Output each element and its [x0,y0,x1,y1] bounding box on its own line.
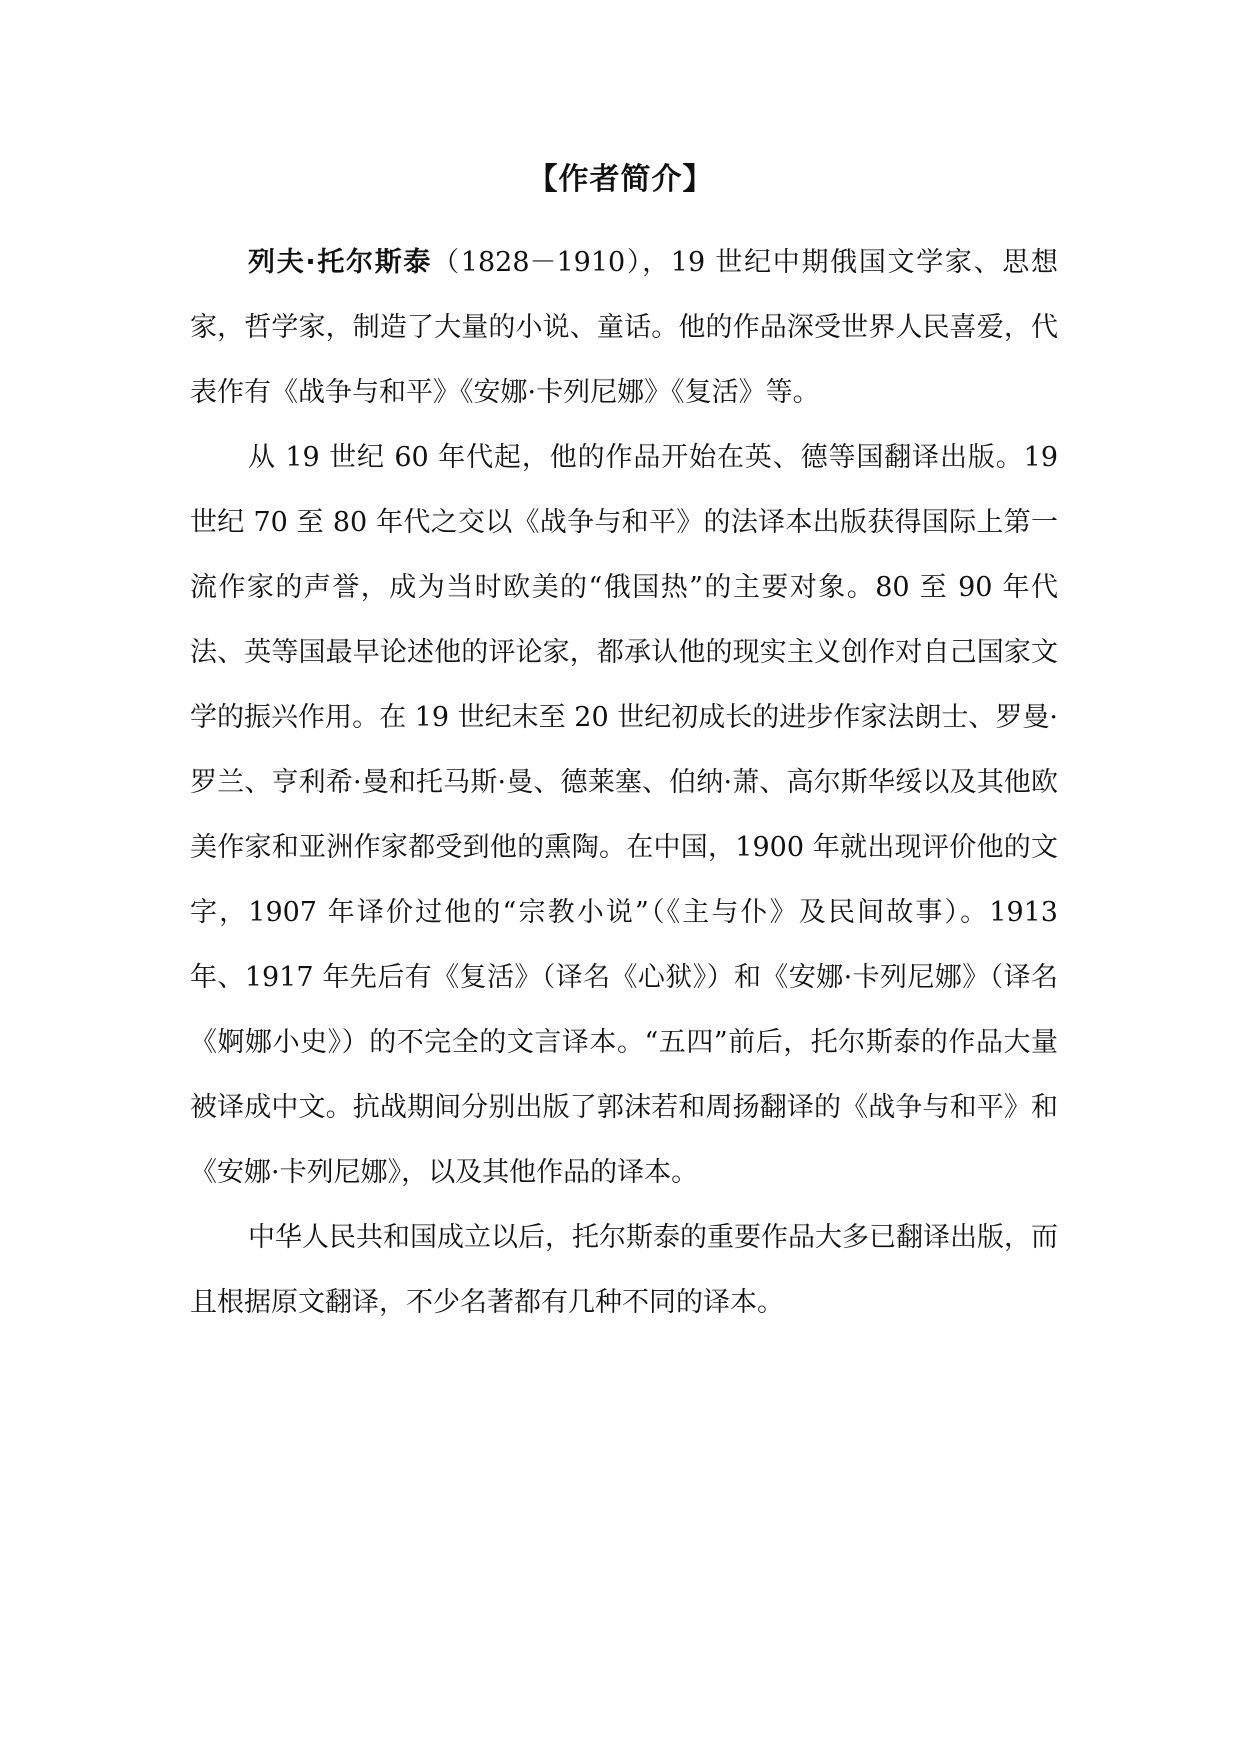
paragraph-intro [190,230,1058,425]
page-title: 【作者简介】 [527,162,714,197]
author-name: 列夫·托尔斯泰 [248,247,433,278]
intro-text: （1828－1910），19 世纪中期俄国文学家、思想家，哲学家，制造了大量的小说、童话。他的作品深受世界人民喜爱，代表作有《战争与和平》《安娜·卡列尼娜》《复活》等。 [190,247,1058,408]
paragraph-translation-history: 从 19 世纪 60 年代起，他的作品开始在英、德等国翻译出版。19 世纪 70 至 80 年代之交以《战争与和平》的法译本出版获得国际上第一流作家的声誉，成为当时欧美的“俄国热”的主要对象。80 至 90 年代法、英等国最早论述他的评论家，都承认他的现实主义创作对自己国家文学的振兴作用。在 19 世纪末至 20 世纪初成长的进步作家法朗士、罗曼·罗兰、亨利希·曼和托马斯·曼、德莱塞、伯纳·萧、高尔斯华绥以及其他欧美作家和亚洲作家都受到他的熏陶。在中国，1900 年就出现评价他的文字，1907 年译价过他的“宗教小说”（《主与仆》及民间故事）。1913 年、1917 年先后有《复活》（译名《心狱》）和《安娜·卡列尼娜》（译名《婀娜小史》）的不完全的文言译本。“五四”前后，托尔斯泰的作品大量被译成中文。抗战期间分别出版了郭沫若和周扬翻译的《战争与和平》和《安娜·卡列尼娜》，以及其他作品的译本。 [190,442,1058,1188]
paragraph-prc-translations: 中华人民共和国成立以后，托尔斯泰的重要作品大多已翻译出版，而且根据原文翻译，不少名著都有几种不同的译本。 [190,1222,1058,1318]
body-text [190,230,1058,1335]
